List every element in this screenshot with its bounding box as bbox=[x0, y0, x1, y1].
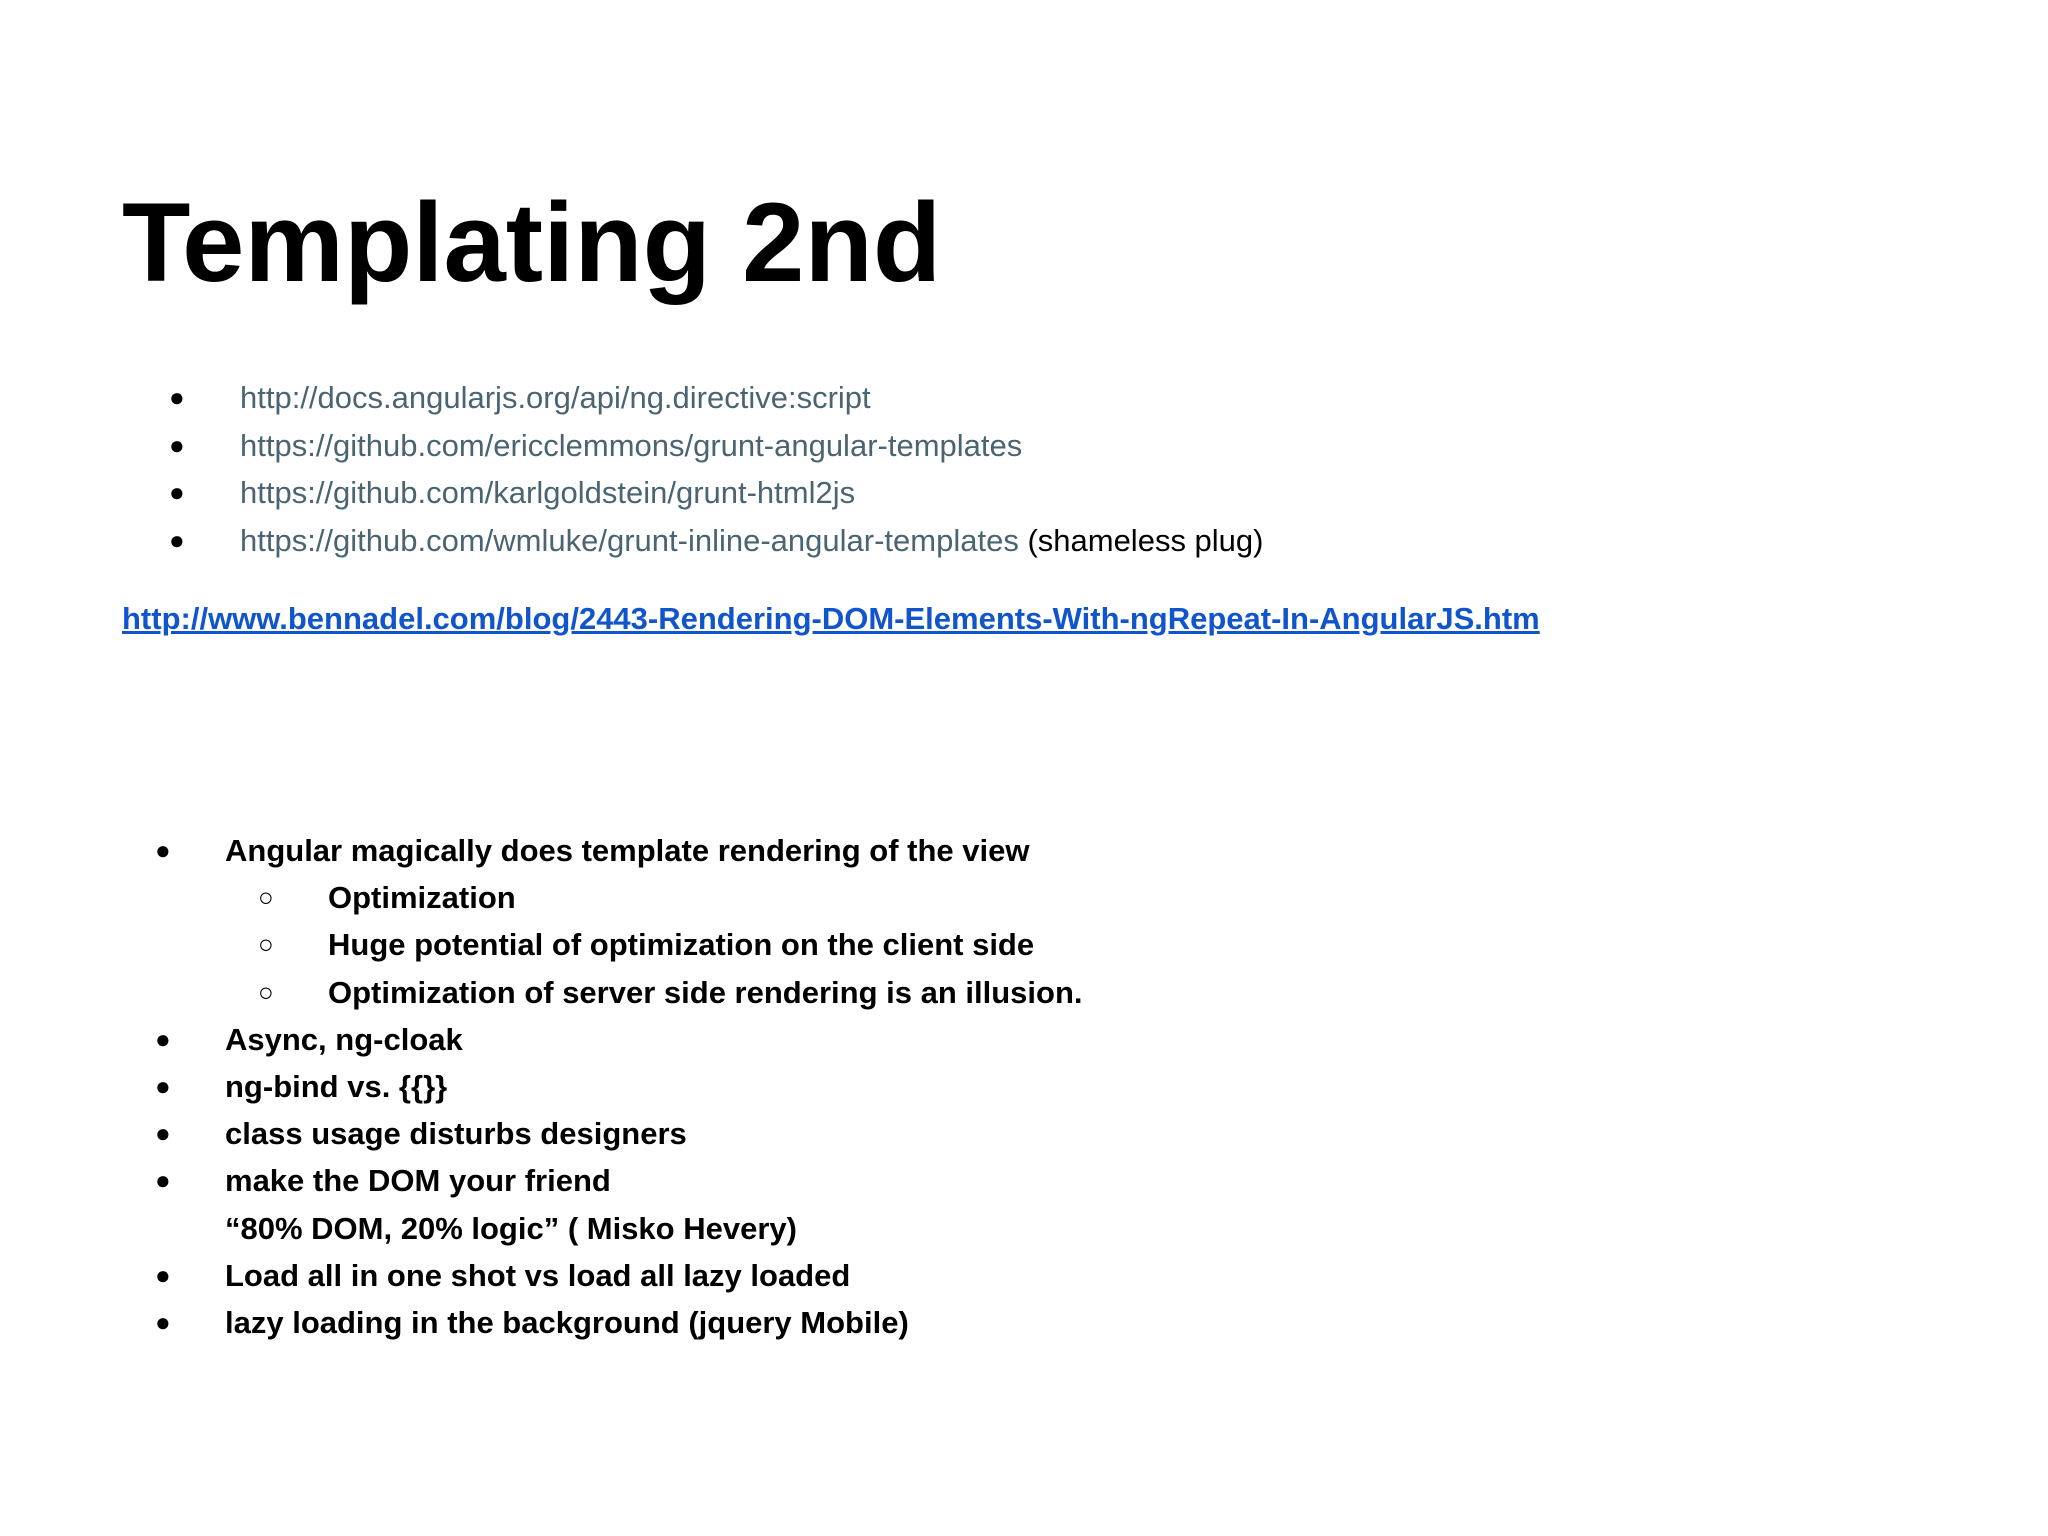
link-row bbox=[240, 517, 1263, 565]
bullet-icon: ● bbox=[155, 835, 171, 865]
bullet-icon: ● bbox=[155, 1306, 171, 1337]
bullet-icon: ● bbox=[169, 477, 185, 507]
slide-title: Templating 2nd bbox=[122, 180, 942, 305]
link-grunt-angular-templates[interactable]: https://github.com/ericclemmons/grunt-angular-templates bbox=[240, 427, 1023, 463]
bullet-icon: ● bbox=[155, 1118, 171, 1149]
list-item-text: class usage disturbs designers bbox=[225, 1116, 687, 1152]
hollow-bullet-icon: ○ bbox=[258, 882, 274, 913]
list-item-text: Optimization bbox=[328, 880, 516, 916]
bullet-icon: ● bbox=[155, 1023, 171, 1054]
bullet-icon: ● bbox=[155, 1165, 171, 1196]
bullet-icon: ● bbox=[169, 382, 185, 412]
bullet-icon: ● bbox=[155, 1259, 171, 1290]
list-item-text: Optimization of server side rendering is an illusion. bbox=[328, 974, 1083, 1010]
link-bennadel-blog[interactable]: http://www.bennadel.com/blog/2443-Rendering-DOM-Elements-With-ngRepeat-In-AngularJS.htm bbox=[122, 601, 1540, 636]
list-item-text: lazy loading in the background (jquery Mobile) bbox=[225, 1304, 909, 1340]
bullet-icon: ● bbox=[155, 1070, 171, 1101]
link-grunt-inline-angular-templates[interactable]: https://github.com/wmluke/grunt-inline-angular-templates bbox=[240, 522, 1019, 558]
list-item-text: Huge potential of optimization on the client side bbox=[328, 927, 1035, 963]
hollow-bullet-icon: ○ bbox=[258, 929, 274, 960]
quote-text: “80% DOM, 20% logic” ( Misko Hevery) bbox=[225, 1210, 797, 1246]
bullet-icon: ● bbox=[169, 429, 185, 460]
list-item-text: Angular magically does template rendering of the view bbox=[225, 833, 1030, 868]
link-angular-script-docs[interactable]: http://docs.angularjs.org/api/ng.directive:script bbox=[240, 380, 871, 415]
list-item-text: Async, ng-cloak bbox=[225, 1021, 463, 1057]
list-item-text: ng-bind vs. {{}} bbox=[225, 1068, 448, 1104]
hollow-bullet-icon: ○ bbox=[258, 976, 274, 1007]
bullet-icon: ● bbox=[169, 524, 185, 555]
link-grunt-html2js[interactable]: https://github.com/karlgoldstein/grunt-html2js bbox=[240, 475, 856, 510]
list-item-text: make the DOM your friend bbox=[225, 1163, 611, 1199]
link-suffix-note: (shameless plug) bbox=[1018, 522, 1264, 558]
list-item-text: Load all in one shot vs load all lazy loaded bbox=[225, 1257, 851, 1293]
